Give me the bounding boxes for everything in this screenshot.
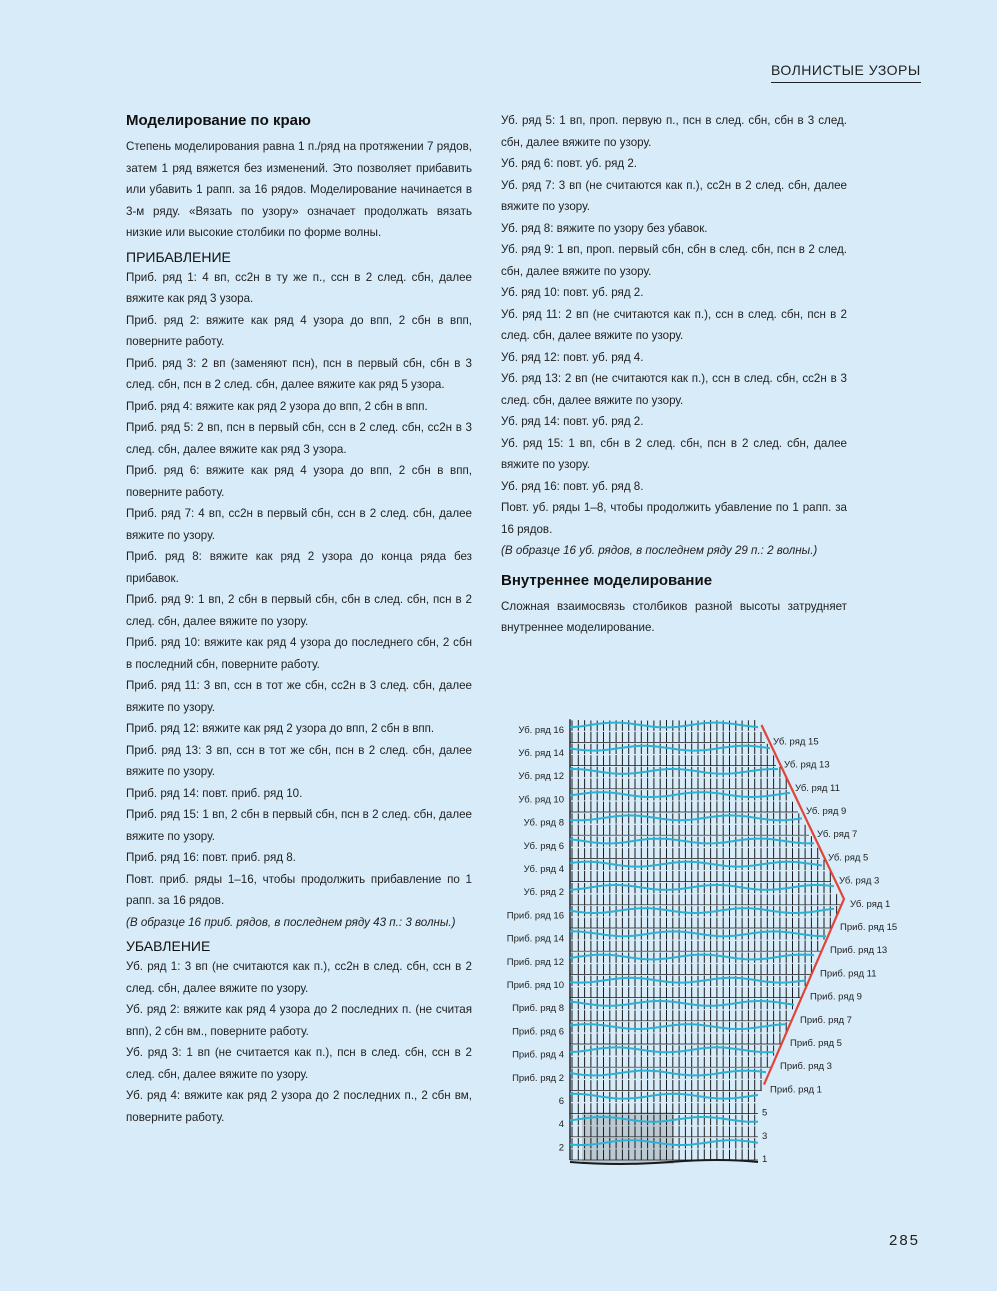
chart-left-label: Приб. ряд 8 xyxy=(512,1003,564,1015)
edge-shaping-intro: Степень моделирования равна 1 п./ряд на протяжении 7 рядов, затем 1 ряд вяжется без изменений. Это позволяет прибавить или убавить 1 рапп. за 16 рядов. Моделирование начинается в 3-м ряду. «Вязать по узору» означает продолжать вязать низкие или высокие столбики по форме волны. xyxy=(126,140,472,239)
chart-right-label: Приб. ряд 5 xyxy=(790,1038,842,1049)
decrease-row: Повт. уб. ряды 1–8, чтобы продолжить убавление по 1 рапп. за 16 рядов. xyxy=(501,501,847,536)
decrease-row: Уб. ряд 3: 1 вп (не считается как п.), псн в след. сбн, ссн в 2 след. сбн, далее вяжите по узору. xyxy=(126,1046,472,1081)
decrease-row: Уб. ряд 5: 1 вп, проп. первую п., псн в след. сбн, сбн в 3 след. сбн, далее вяжите по узору. xyxy=(501,114,847,149)
decrease-list-continued xyxy=(501,110,847,540)
wave-row xyxy=(570,746,770,751)
decrease-list xyxy=(126,956,472,1128)
increase-row: Приб. ряд 8: вяжите как ряд 2 узора до конца ряда без прибавок. xyxy=(126,550,472,585)
inner-shaping-title: Внутреннее моделирование xyxy=(501,571,713,589)
chart-right-label: Приб. ряд 1 xyxy=(770,1084,822,1096)
increase-row: Приб. ряд 15: 1 вп, 2 сбн в первый сбн, псн в 2 след. сбн, далее вяжите по узору. xyxy=(126,808,472,843)
chart-right-label: Приб. ряд 11 xyxy=(820,968,877,980)
decrease-row: Уб. ряд 2: вяжите как ряд 4 узора до 2 последних п. (не считая впп), 2 сбн вм., поверните работу. xyxy=(126,1003,472,1038)
decrease-row: Уб. ряд 10: повт. уб. ряд 2. xyxy=(501,286,644,299)
chart-right-label: Уб. ряд 11 xyxy=(795,782,840,794)
chart-right-label: Уб. ряд 15 xyxy=(773,736,819,748)
right-column xyxy=(501,110,847,639)
chart-left-label: Уб. ряд 2 xyxy=(523,887,564,899)
decrease-row: Уб. ряд 14: повт. уб. ряд 2. xyxy=(501,415,644,428)
increase-title: ПРИБАВЛЕНИЕ xyxy=(126,248,231,265)
decrease-note: (В образце 16 уб. рядов, в последнем ряду 29 п.: 2 волны.) xyxy=(501,544,818,557)
increase-row: Приб. ряд 2: вяжите как ряд 4 узора до впп, 2 сбн в впп, поверните работу. xyxy=(126,313,472,348)
chart-left-label: 6 xyxy=(558,1096,564,1107)
chart-right-label: Уб. ряд 13 xyxy=(784,759,830,771)
wave-row xyxy=(570,1071,766,1076)
increase-row: Приб. ряд 4: вяжите как ряд 2 узора до впп, 2 сбн в впп. xyxy=(126,399,428,413)
chart-left-label: Приб. ряд 4 xyxy=(512,1049,564,1061)
chart-left-label: 2 xyxy=(558,1142,564,1154)
chart-left-label: 4 xyxy=(558,1119,564,1131)
chart-right-label: Приб. ряд 15 xyxy=(840,922,898,933)
increase-row: Приб. ряд 12: вяжите как ряд 2 узора до впп, 2 сбн в впп. xyxy=(126,722,435,735)
decrease-row: Уб. ряд 13: 2 вп (не считаются как п.), ссн в след. сбн, сс2н в 3 след. сбн, далее вяжите по узору. xyxy=(501,372,847,407)
chart-left-label: Уб. ряд 12 xyxy=(518,771,564,783)
chart-right-label: Уб. ряд 9 xyxy=(806,806,847,817)
increase-row: Приб. ряд 9: 1 вп, 2 сбн в первый сбн, сбн в след. сбн, псн в 2 след. сбн, далее вяжите по узору. xyxy=(126,593,472,628)
chart-left-label: Приб. ряд 16 xyxy=(506,910,564,922)
increase-row: Приб. ряд 6: вяжите как ряд 4 узора до впп, 2 сбн в впп, поверните работу. xyxy=(126,464,472,499)
chart-left-label: Приб. ряд 12 xyxy=(506,956,564,968)
chart-left-label: Приб. ряд 10 xyxy=(506,980,564,991)
decrease-row: Уб. ряд 11: 2 вп (не считаются как п.), ссн в след. сбн, псн в 2 след. сбн, далее вяжите по узору. xyxy=(501,307,847,342)
wave-row xyxy=(570,769,778,774)
chart-left-label: Приб. ряд 2 xyxy=(512,1072,564,1084)
crochet-chart xyxy=(500,680,920,1180)
decrease-row: Уб. ряд 9: 1 вп, проп. первый сбн, сбн в след. сбн, псн в 2 след. сбн, далее вяжите по узору. xyxy=(501,243,847,278)
chart-left-label: Уб. ряд 6 xyxy=(523,840,564,852)
chart-right-labels xyxy=(762,736,897,1165)
decrease-row: Уб. ряд 8: вяжите по узору без убавок. xyxy=(501,221,708,235)
increase-row: Приб. ряд 16: повт. приб. ряд 8. xyxy=(126,851,296,864)
decrease-title: УБАВЛЕНИЕ xyxy=(126,938,211,954)
chart-right-label: Приб. ряд 9 xyxy=(810,991,862,1003)
increase-row: Повт. приб. ряды 1–16, чтобы продолжить прибавление по 1 рапп. за 16 рядов. xyxy=(126,872,472,907)
wave-row xyxy=(570,1024,786,1029)
increase-row: Приб. ряд 3: 2 вп (заменяют псн), псн в первый сбн, сбн в 3 след. сбн, псн в 2 след. сбн, далее вяжите как ряд 5 узора. xyxy=(126,356,472,391)
chart-left-label: Уб. ряд 8 xyxy=(523,817,564,829)
decrease-row: Уб. ряд 1: 3 вп (не считаются как п.), сс2н в след. сбн, ссн в 2 след. сбн, далее вяжите по узору. xyxy=(126,960,472,995)
wave-row xyxy=(570,978,806,983)
chart-right-label: 1 xyxy=(762,1154,768,1165)
chart-right-label: Уб. ряд 5 xyxy=(828,852,869,864)
decrease-row: Уб. ряд 16: повт. уб. ряд 8. xyxy=(501,479,644,493)
chart-left-labels xyxy=(507,725,564,1154)
increase-row: Приб. ряд 14: повт. приб. ряд 10. xyxy=(126,786,303,800)
increase-row: Приб. ряд 5: 2 вп, псн в первый сбн, ссн в 2 след. сбн, сс2н в 3 след. сбн, далее вяжите как ряд 3 узора. xyxy=(126,421,472,456)
edge-shaping-title: Моделирование по краю xyxy=(126,112,311,129)
chart-left-label: Уб. ряд 16 xyxy=(518,724,564,736)
wave-row xyxy=(570,1047,774,1052)
decrease-row: Уб. ряд 15: 1 вп, сбн в 2 след. сбн, псн в 2 след. сбн, далее вяжите по узору. xyxy=(501,436,847,471)
left-column xyxy=(126,110,472,1128)
increase-row: Приб. ряд 10: вяжите как ряд 4 узора до последнего сбн, 2 сбн в последний сбн, поверните работу. xyxy=(126,636,472,671)
increase-row: Приб. ряд 13: 3 вп, ссн в тот же сбн, псн в 2 след. сбн, далее вяжите по узору. xyxy=(126,743,472,778)
increase-row: Приб. ряд 7: 4 вп, сс2н в первый сбн, ссн в 2 след. сбн, далее вяжите по узору. xyxy=(126,507,472,542)
increase-row: Приб. ряд 1: 4 вп, сс2н в ту же п., ссн в 2 след. сбн, далее вяжите как ряд 3 узора. xyxy=(126,270,472,305)
increase-note: (В образце 16 приб. рядов, в последнем ряду 43 п.: 3 волны.) xyxy=(126,915,456,929)
chart-left-label: Уб. ряд 10 xyxy=(518,794,564,806)
chart-right-label: Уб. ряд 1 xyxy=(850,898,891,910)
chart-right-label: Уб. ряд 3 xyxy=(839,875,880,887)
section-header: ВОЛНИСТЫЕ УЗОРЫ xyxy=(771,62,921,83)
chart-left-label: Уб. ряд 14 xyxy=(518,748,564,759)
decrease-row: Уб. ряд 12: повт. уб. ряд 4. xyxy=(501,350,644,364)
decrease-row: Уб. ряд 4: вяжите как ряд 2 узора до 2 последних п., 2 сбн вм, поверните работу. xyxy=(126,1089,472,1124)
decrease-row: Уб. ряд 6: повт. уб. ряд 2. xyxy=(501,157,638,170)
inner-shaping-text: Сложная взаимосвязь столбиков разной высоты затрудняет внутреннее моделирование. xyxy=(501,599,847,634)
page-number: 285 xyxy=(889,1232,921,1249)
increase-row: Приб. ряд 11: 3 вп, ссн в тот же сбн, сс2н в 3 след. сбн, далее вяжите по узору. xyxy=(126,679,472,714)
chart-right-label: 5 xyxy=(762,1107,768,1119)
chart-left-label: Уб. ряд 4 xyxy=(523,864,564,875)
chart-left-label: Приб. ряд 6 xyxy=(512,1026,564,1038)
decrease-row: Уб. ряд 7: 3 вп (не считаются как п.), сс2н в 2 след. сбн, далее вяжите по узору. xyxy=(501,178,847,213)
chart-right-label: Уб. ряд 7 xyxy=(817,829,858,841)
chart-right-label: Приб. ряд 13 xyxy=(830,945,888,957)
chart-right-label: 3 xyxy=(762,1130,768,1142)
chart-right-label: Приб. ряд 7 xyxy=(800,1014,852,1026)
increase-list xyxy=(126,267,472,912)
wave-row xyxy=(570,862,822,867)
chart-left-label: Приб. ряд 14 xyxy=(506,933,564,945)
chart-right-label: Приб. ряд 3 xyxy=(780,1061,832,1073)
